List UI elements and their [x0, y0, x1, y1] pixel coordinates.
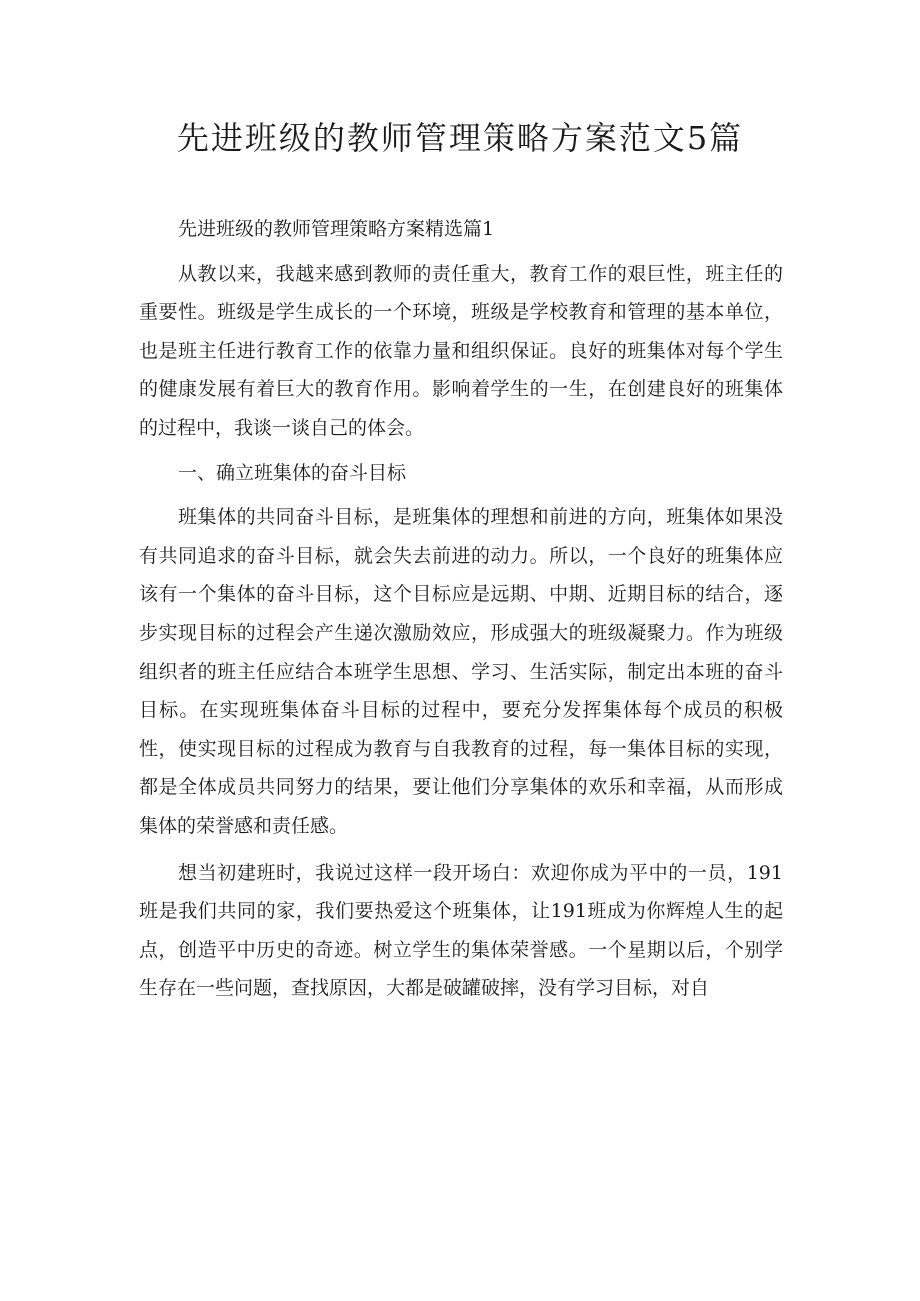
- document-title: 先进班级的教师管理策略方案范文5篇: [176, 119, 744, 157]
- document-body: [139, 210, 783, 1008]
- subsection-heading: 一、确立班集体的奋斗目标: [178, 461, 407, 484]
- paragraph: 想当初建班时，我说过这样一段开场白：欢迎你成为平中的一员，191班是我们共同的家，我们要热爱这个班集体，让191班成为你辉煌人生的起点，创造平中历史的奇迹。树立学生的集体荣誉感。一个星期以后，个别学生存在一些问题，查找原因，大都是破罐破摔，没有学习目标，对自: [139, 861, 783, 1000]
- section-heading: 先进班级的教师管理策略方案精选篇1: [178, 218, 495, 240]
- paragraph: 班集体的共同奋斗目标，是班集体的理想和前进的方向，班集体如果没有共同追求的奋斗目标，就会失去前进的动力。所以，一个良好的班集体应该有一个集体的奋斗目标，这个目标应是远期、中期、近期目标的结合，逐步实现目标的过程会产生递次激励效应，形成强大的班级凝聚力。作为班级组织者的班主任应结合本班学生思想、学习、生活实际，制定出本班的奋斗目标。在实现班集体奋斗目标的过程中，要充分发挥集体每个成员的积极性，使实现目标的过程成为教育与自我教育的过程，每一集体目标的实现，都是全体成员共同努力的结果，要让他们分享集体的欢乐和幸福，从而形成集体的荣誉感和责任感。: [139, 506, 783, 837]
- paragraph: 从教以来，我越来感到教师的责任重大，教育工作的艰巨性，班主任的重要性。班级是学生成长的一个环境，班级是学校教育和管理的基本单位，也是班主任进行教育工作的依靠力量和组织保证。良好的班集体对每个学生的健康发展有着巨大的教育作用。影响着学生的一生，在创建良好的班集体的过程中，我谈一谈自己的体会。: [139, 262, 783, 439]
